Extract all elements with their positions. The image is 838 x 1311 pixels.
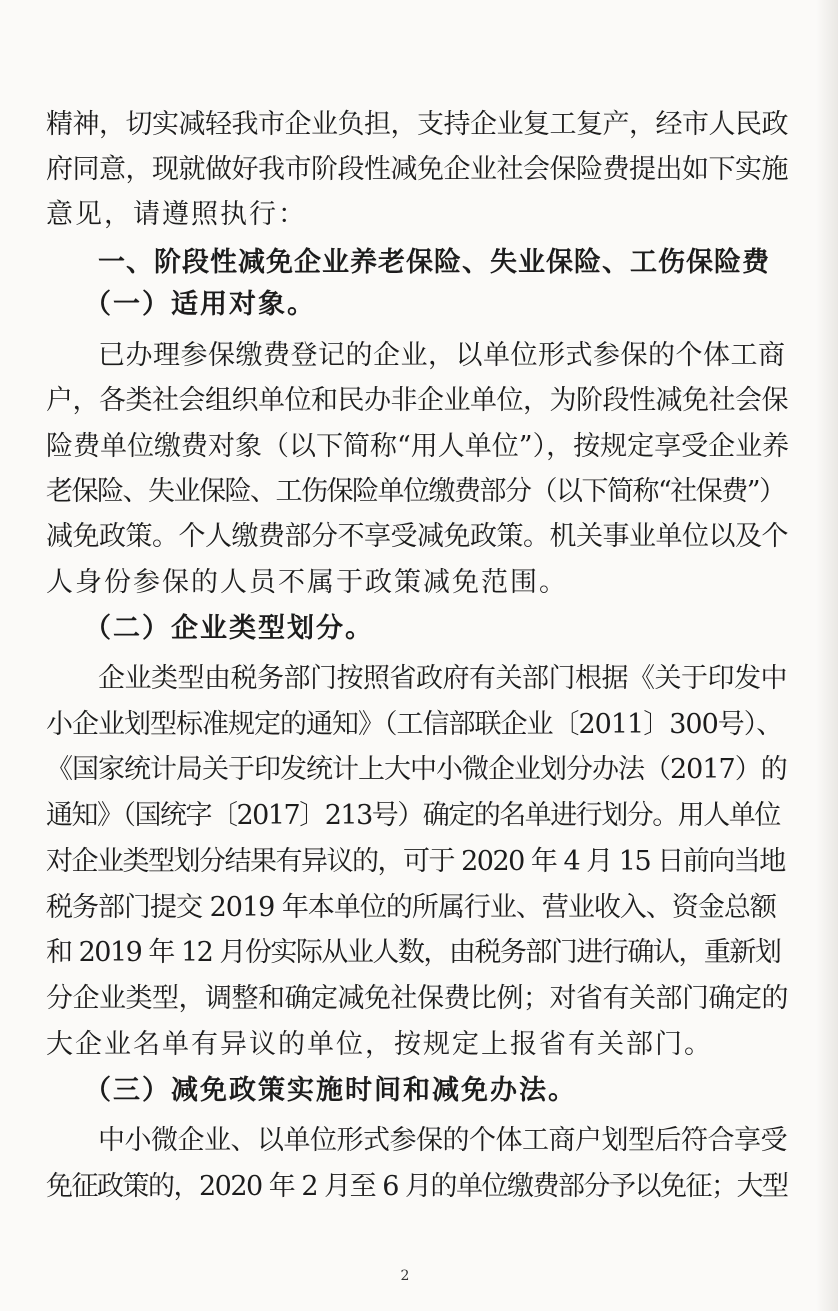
body-line-23: 中小微企业、以单位形式参保的个体工商户划型后符合享受 <box>98 1125 787 1156</box>
body-line-19: 和 2019 年 12 月份实际从业人数，由税务部门进行确认，重新划 <box>46 937 781 968</box>
body-line-2: 府同意，现就做好我市阶段性减免企业社会保险费提出如下实施 <box>46 154 788 185</box>
body-line-10: 减免政策。个人缴费部分不享受减免政策。机关事业单位以及个 <box>46 521 788 552</box>
body-line-8: 险费单位缴费对象（以下简称“用人单位”），按规定享受企业养 <box>46 431 790 462</box>
body-line-17: 对企业类型划分结果有异议的，可于 2020 年 4 月 15 日前向当地 <box>46 846 785 877</box>
scan-edge-shadow <box>816 0 838 1311</box>
subsection-heading-1: （一）适用对象。 <box>84 289 316 320</box>
body-line-13: 企业类型由税务部门按照省政府有关部门根据《关于印发中 <box>98 663 787 694</box>
body-line-24: 免征政策的，2020 年 2 月至 6 月的单位缴费部分予以免征；大型 <box>46 1171 788 1202</box>
body-line-9: 老保险、失业保险、工伤保险单位缴费部分（以下简称“社保费”） <box>46 476 785 507</box>
body-line-7: 户，各类社会组织单位和民办非企业单位，为阶段性减免社会保 <box>46 385 788 416</box>
subsection-heading-2: （二）企业类型划分。 <box>84 613 374 644</box>
body-line-16: 通知》（国统字〔2017〕213号）确定的名单进行划分。用人单位 <box>46 800 780 831</box>
body-line-14: 小企业划型标准规定的通知》（工信部联企业〔2011〕300号）、 <box>46 709 783 740</box>
body-line-3: 意见，请遵照执行： <box>46 199 307 230</box>
body-line-18: 税务部门提交 2019 年本单位的所属行业、营业收入、资金总额 <box>46 892 776 923</box>
section-heading-1: 一、阶段性减免企业养老保险、失业保险、工伤保险费 <box>98 247 770 278</box>
body-line-6: 已办理参保缴费登记的企业，以单位形式参保的个体工商 <box>98 340 786 371</box>
body-line-20: 分企业类型，调整和确定减免社保费比例；对省有关部门确定的 <box>46 983 788 1014</box>
page-number: 2 <box>400 1268 410 1284</box>
body-line-21: 大企业名单有异议的单位，按规定上报省有关部门。 <box>46 1029 713 1060</box>
body-line-1: 精神，切实减轻我市企业负担，支持企业复工复产，经市人民政 <box>46 109 788 140</box>
subsection-heading-3: （三）减免政策实施时间和减免办法。 <box>84 1075 577 1106</box>
body-line-11: 人身份参保的人员不属于政策减免范围。 <box>46 567 568 598</box>
body-line-15: 《国家统计局关于印发统计上大中小微企业划分办法（2017）的 <box>46 754 787 785</box>
